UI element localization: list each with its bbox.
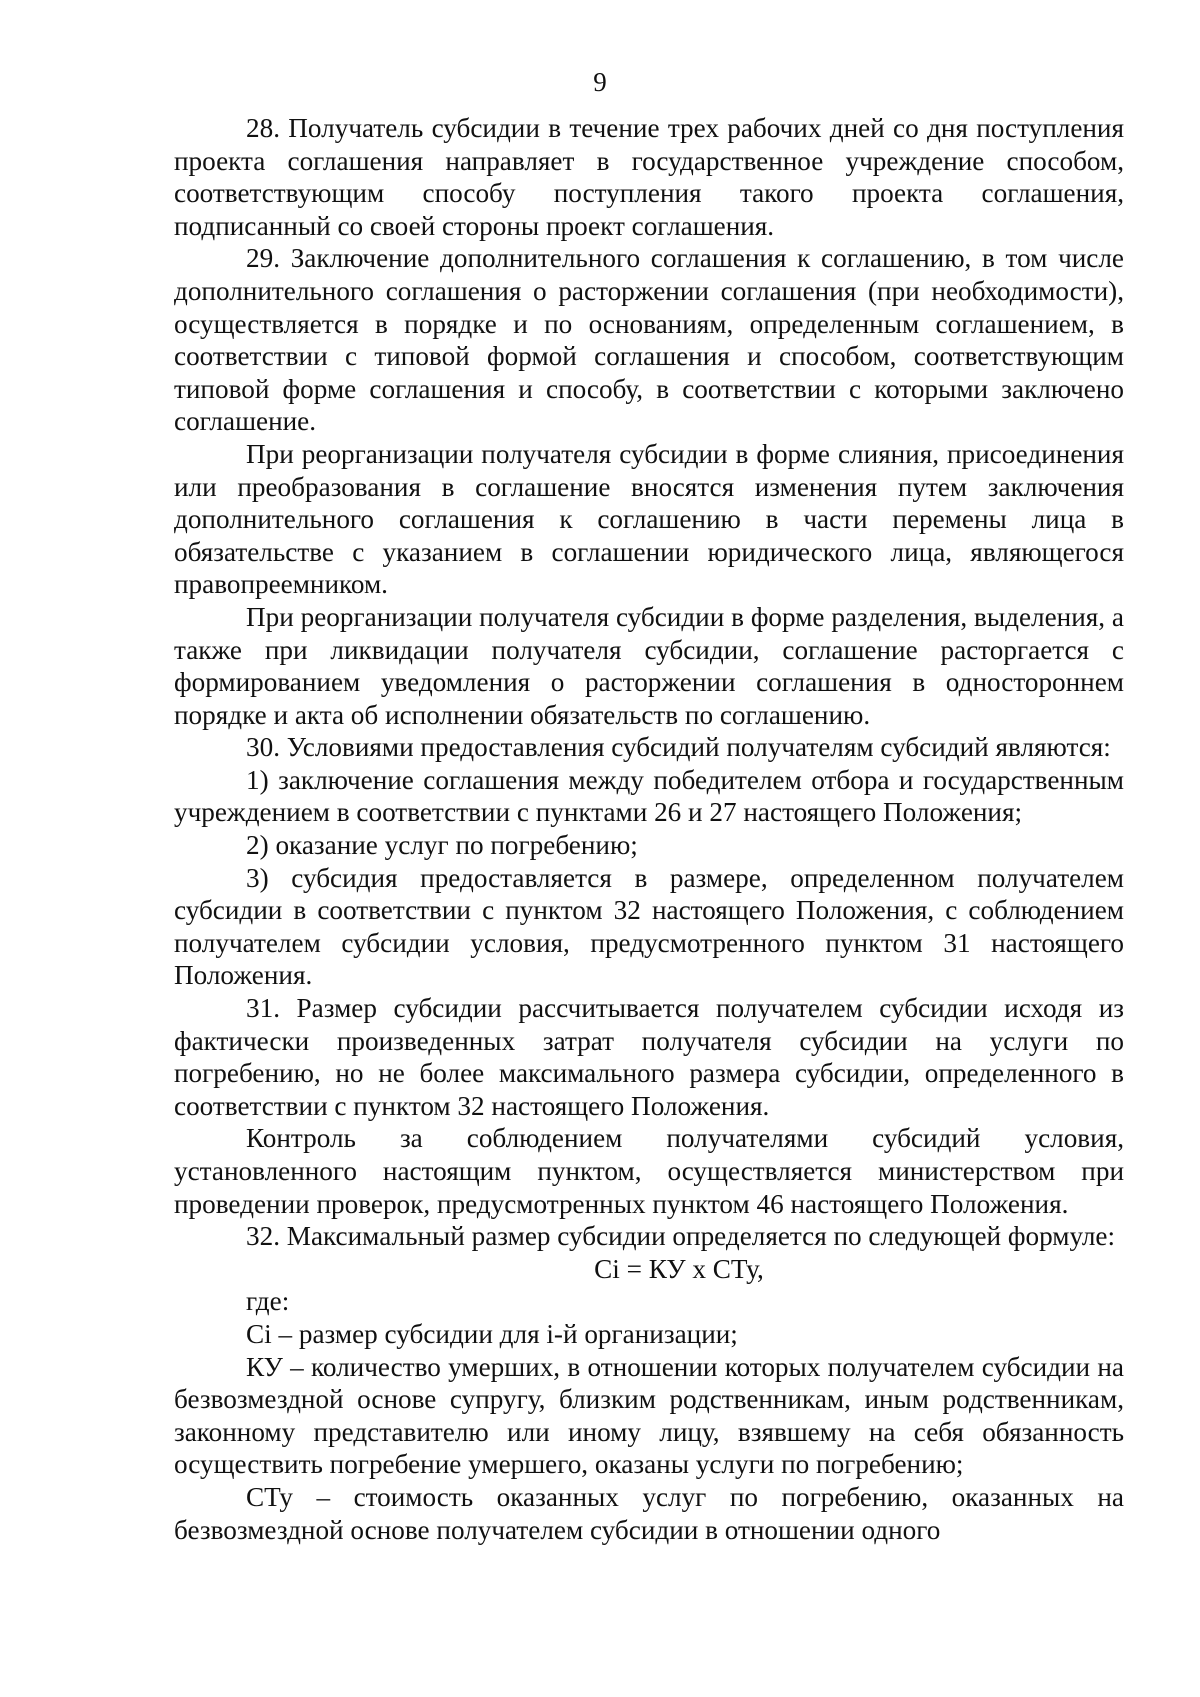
paragraph-30-item-2: 2) оказание услуг по погребению;: [246, 830, 638, 861]
paragraph-31: 31. Размер субсидии рассчитывается получателем субсидии исходя из фактически произведенных затрат получателя субсидии на услуги по погребению, но не более максимального размера субсидии, определенного в соответствии с пунктом 32 настоящего Положения.: [174, 993, 1124, 1121]
definition-ci: Сi – размер субсидии для i-й организации;: [246, 1318, 738, 1349]
paragraph-30: 30. Условиями предоставления субсидий получателям субсидий являются:: [246, 732, 1111, 763]
paragraph-29: 29. Заключение дополнительного соглашения к соглашению, в том числе дополнительного соглашения о расторжении соглашения (при необходимости), осуществляется в порядке и по основаниям, определенным соглашением, в соответствии с типовой формой соглашения и способом, соответствующим типовой форме соглашения и способу, в соответствии с которыми заключено соглашение.: [174, 243, 1124, 437]
paragraph-30-item-3: 3) субсидия предоставляется в размере, определенном получателем субсидии в соответствии с пунктом 32 настоящего Положения, с соблюдением получателем субсидии условия, предусмотренного пунктом 31 настоящего Положения.: [174, 862, 1124, 991]
paragraph-control: Контроль за соблюдением получателями субсидий условия, установленного настоящим пунктом, осуществляется министерством при проведении проверок, предусмотренных пунктом 46 настоящего Положения.: [174, 1123, 1124, 1219]
paragraph-reorganization-division: При реорганизации получателя субсидии в форме разделения, выделения, а также при ликвидации получателя субсидии, соглашение расторгается с формированием уведомления о расторжении соглашения в одностороннем порядке и акта об исполнении обязательств по соглашению.: [174, 601, 1124, 730]
definition-stu: СТу – стоимость оказанных услуг по погребению, оказанных на безвозмездной основе получателем субсидии в отношении одного: [174, 1481, 1124, 1545]
definition-ku: КУ – количество умерших, в отношении которых получателем субсидии на безвозмездной основе супругу, близким родственникам, иным родственникам, законному представителю или иному лицу, взявшему на себя обязанность осуществить погребение умершего, оказаны услуги по погребению;: [174, 1351, 1124, 1480]
page-number: 9: [593, 67, 607, 97]
paragraph-32: 32. Максимальный размер субсидии определяется по следующей формуле:: [246, 1221, 1116, 1252]
paragraph-28: 28. Получатель субсидии в течение трех рабочих дней со дня поступления проекта соглашения направляет в государственное учреждение способом, соответствующим способу поступления такого проекта соглашения, подписанный со своей стороны проект соглашения.: [174, 113, 1124, 241]
formula: Сi = КУ х СТу,: [594, 1253, 764, 1284]
paragraph-30-item-1: 1) заключение соглашения между победителем отбора и государственным учреждением в соответствии с пунктами 26 и 27 настоящего Положения;: [174, 764, 1124, 828]
definition-where: где:: [246, 1286, 290, 1317]
document-body: [174, 112, 1124, 1546]
paragraph-reorganization-merger: При реорганизации получателя субсидии в форме слияния, присоединения или преобразования в соглашение вносятся изменения путем заключения дополнительного соглашения к соглашению в части перемены лица в обязательстве с указанием в соглашении юридического лица, являющегося правопреемником.: [174, 438, 1124, 600]
